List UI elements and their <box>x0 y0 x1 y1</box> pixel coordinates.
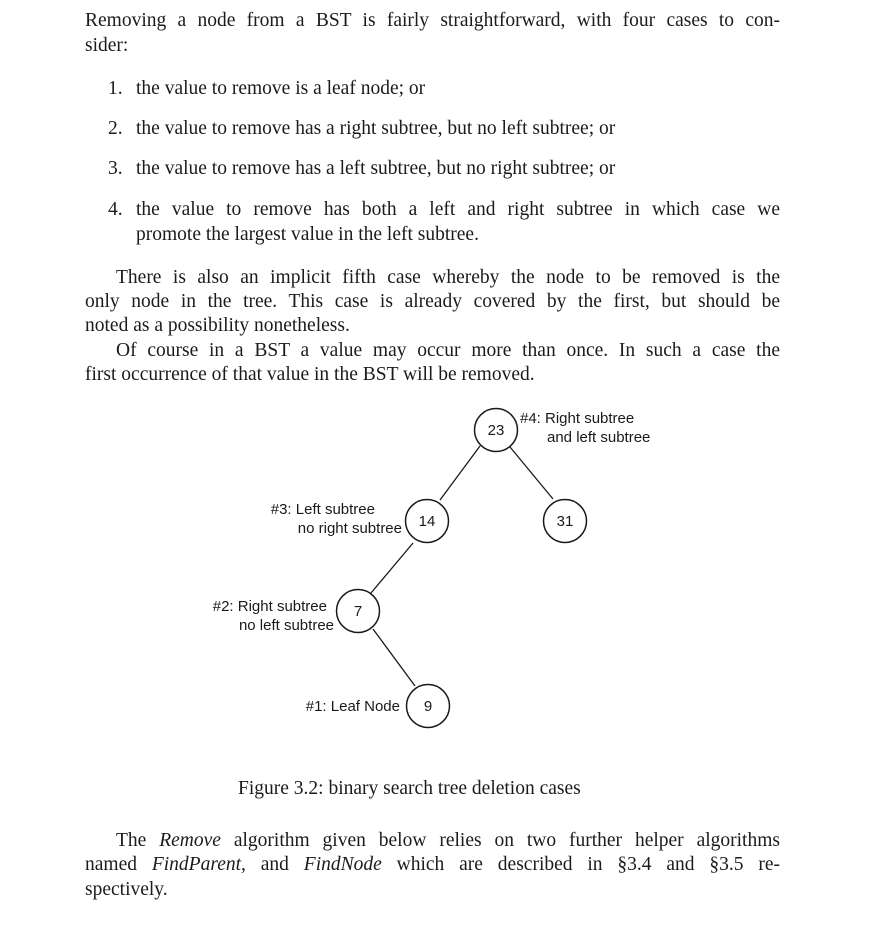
case3-label-line2: no right subtree <box>297 520 402 537</box>
edge-14-7 <box>371 543 413 593</box>
edge-23-14 <box>440 446 480 500</box>
node-31-label: 31 <box>556 513 574 530</box>
fifth-case-line-2: only node in the tree. This case is already covered by the first, but should be <box>85 291 780 312</box>
case4-label-line2: and left subtree <box>547 429 651 446</box>
case2-label-line2: no left subtree <box>238 617 334 634</box>
case-number: 4. <box>108 199 123 220</box>
duplicate-line-2: first occurrence of that value in the BST will be removed. <box>85 364 535 385</box>
node-9-label: 9 <box>423 698 433 715</box>
remove-para-line-1: The Remove algorithm given below relies on two further helper algorithms <box>116 830 780 851</box>
case-text: the value to remove has a right subtree, but no left subtree; or <box>136 118 616 139</box>
remove-algorithm-name: Remove <box>159 830 221 851</box>
case3-label-line1: #3: Left subtree <box>270 501 375 518</box>
case-text: the value to remove is a leaf node; or <box>136 78 426 99</box>
case-text: the value to remove has both a left and right subtree in which case we <box>136 199 780 220</box>
node-7-label: 7 <box>353 603 363 620</box>
find-parent-name: FindParent <box>151 854 242 875</box>
case-number: 2. <box>108 118 123 139</box>
case-number: 3. <box>108 158 123 179</box>
node-23-label: 23 <box>487 422 505 439</box>
intro-line-1: Removing a node from a BST is fairly straightforward, with four cases to con- <box>85 10 780 31</box>
remove-para-line-2: named FindParent, and FindNode which are described in §3.4 and §3.5 re- <box>85 854 781 875</box>
case1-label: #1: Leaf Node <box>305 698 400 715</box>
case-number: 1. <box>108 78 123 99</box>
node-14-label: 14 <box>418 513 436 530</box>
case-text: the value to remove has a left subtree, but no right subtree; or <box>136 158 616 179</box>
intro-line-2: sider: <box>85 35 129 56</box>
case-text-continued: promote the largest value in the left subtree. <box>136 224 479 245</box>
edge-23-31 <box>510 447 553 499</box>
figure-caption: Figure 3.2: binary search tree deletion cases <box>238 778 581 799</box>
fifth-case-line-1: There is also an implicit fifth case whereby the node to be removed is the <box>116 267 780 288</box>
case2-label-line1: #2: Right subtree <box>212 598 327 615</box>
edge-7-9 <box>373 629 415 686</box>
remove-para-line-3: spectively. <box>85 879 168 900</box>
fifth-case-line-3: noted as a possibility nonetheless. <box>85 315 350 336</box>
duplicate-line-1: Of course in a BST a value may occur more than once. In such a case the <box>116 340 780 361</box>
case4-label-line1: #4: Right subtree <box>520 410 635 427</box>
find-node-name: FindNode <box>303 854 382 875</box>
